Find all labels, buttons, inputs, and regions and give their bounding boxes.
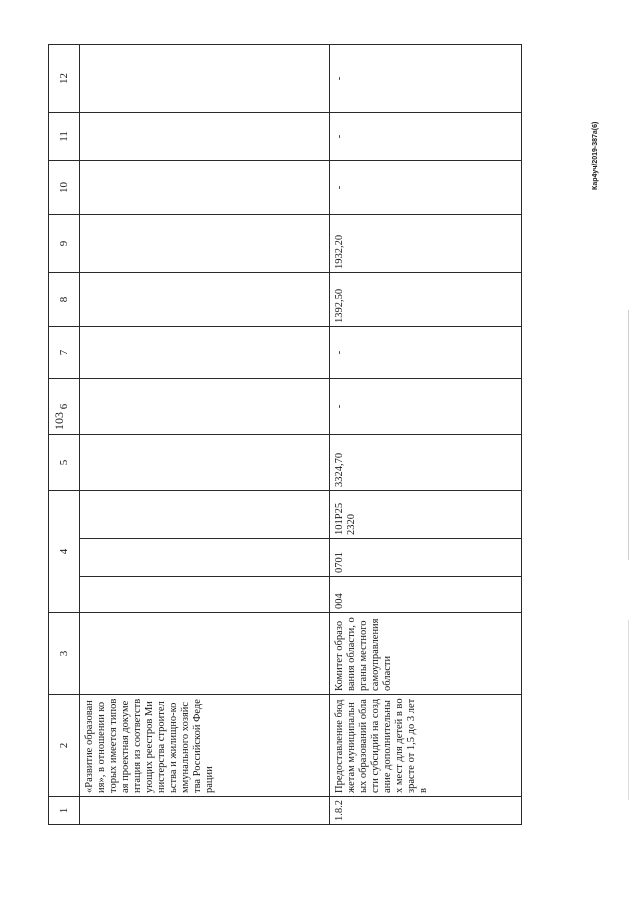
row1-col10 [80, 160, 330, 214]
page-number: 103 [52, 412, 66, 430]
row1-col7 [80, 326, 330, 378]
row1-col9 [80, 214, 330, 272]
header-col-1: 1 [49, 797, 80, 825]
header-col-7: 7 [49, 326, 80, 378]
header-col-11: 11 [49, 112, 80, 160]
row2-col12: - [330, 44, 522, 112]
row2-col9: 1932,20 [330, 214, 522, 272]
header-col-5: 5 [49, 434, 80, 490]
row2-col1: 1.8.2 [330, 797, 522, 825]
document-code: Кар4уч/2019-387а(6) [592, 121, 599, 190]
table-row [330, 44, 522, 824]
row1-col11 [80, 112, 330, 160]
rotated-table-container [48, 45, 522, 825]
row2-col4b: 0701 [330, 539, 522, 577]
header-col-8: 8 [49, 272, 80, 326]
table-row [80, 44, 330, 824]
row2-col8: 1392,50 [330, 272, 522, 326]
scan-artifact-line [628, 620, 629, 800]
row1-col6 [80, 378, 330, 434]
row1-col4a [80, 577, 330, 613]
header-col-6: 6 [49, 378, 80, 434]
header-col-12: 12 [49, 44, 80, 112]
row1-col3 [80, 613, 330, 695]
scan-artifact-line [628, 310, 629, 560]
row1-col4b [80, 539, 330, 577]
header-col-9: 9 [49, 214, 80, 272]
row2-col6: - [330, 378, 522, 434]
header-col-3: 3 [49, 613, 80, 695]
row2-col4c: 101P25 2320 [330, 490, 522, 538]
row1-col12 [80, 44, 330, 112]
row2-col11: - [330, 112, 522, 160]
header-col-2: 2 [49, 695, 80, 797]
row2-col3: Комитет образования области, органы местного самоуправления области [330, 613, 522, 695]
header-col-4: 4 [49, 490, 80, 612]
row1-col8 [80, 272, 330, 326]
row1-col5 [80, 434, 330, 490]
row2-col4a: 004 [330, 577, 522, 613]
row2-col2: Предоставление бюджетам муниципальных образований области субсидий на создание дополнительных мест для детей в возрасте от 1,5 до 3 лет в [330, 695, 522, 797]
row2-col7: - [330, 326, 522, 378]
budget-table [48, 44, 522, 825]
header-row [49, 44, 80, 824]
row2-col5: 3324,70 [330, 434, 522, 490]
row1-col1 [80, 797, 330, 825]
row1-col4c [80, 490, 330, 538]
row1-col2: «Развитие образования», в отношении которых имеется типовая проектная документация из соответствующих реестров Министерства строительства и жилищно-коммунального хозяйства Российской Федерации [80, 695, 330, 797]
header-col-10: 10 [49, 160, 80, 214]
row2-col10: - [330, 160, 522, 214]
